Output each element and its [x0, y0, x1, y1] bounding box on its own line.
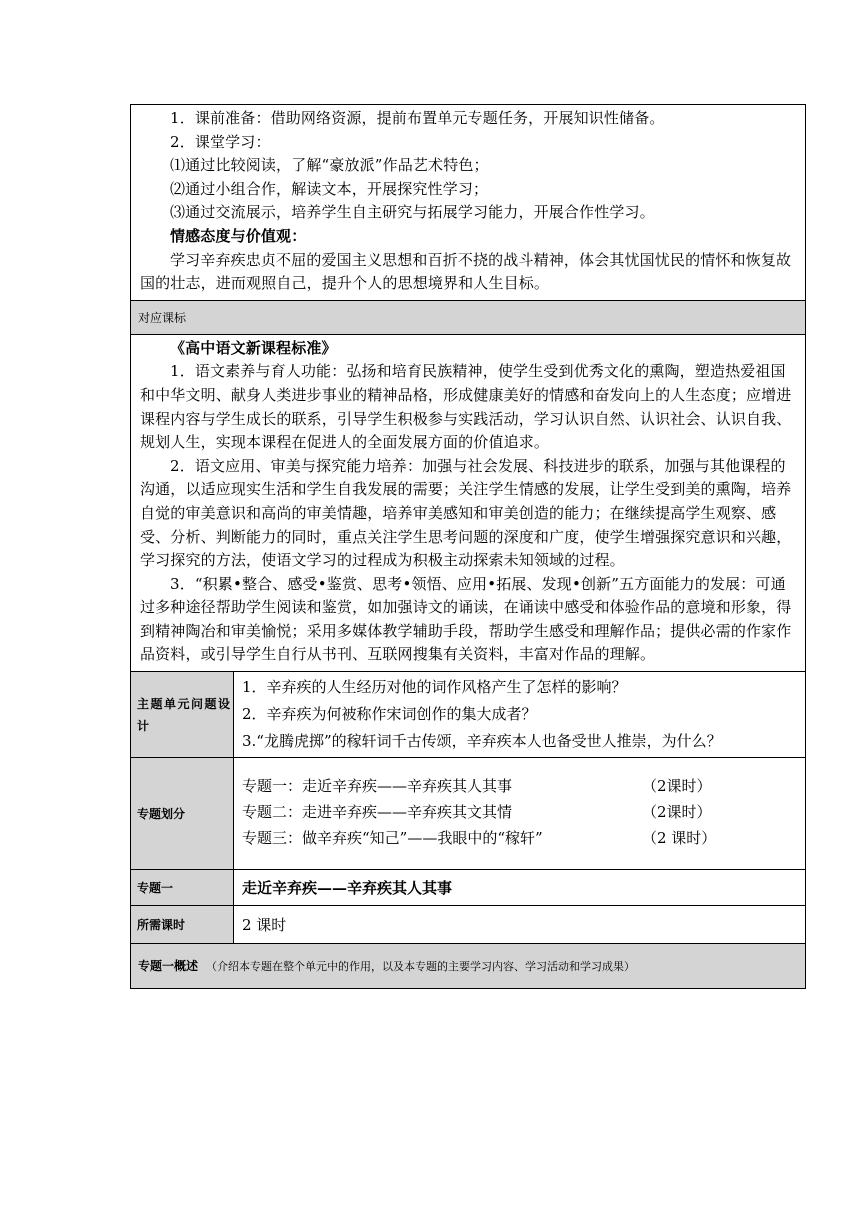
objective-item: ⑶通过交流展示，培养学生自主研究与拓展学习能力，开展合作性学习。	[170, 203, 655, 222]
summary-row	[131, 944, 805, 988]
emotion-heading: 情感态度与价值观：	[170, 226, 307, 245]
standards-heading: 《高中语文新课程标准》	[170, 338, 337, 357]
topic-title: 专题一：走近辛弃疾——辛弃疾其人其事	[242, 777, 513, 796]
topic-hours: （2课时）	[642, 777, 712, 796]
topics-label: 专题划分	[131, 758, 234, 869]
topic-hours: （2 课时）	[642, 829, 717, 848]
summary-label: 专题一概述	[138, 959, 199, 974]
problem-design-row	[131, 672, 805, 758]
hours-row	[131, 906, 805, 944]
standards-label: 对应课标	[131, 301, 805, 335]
standards-cell	[131, 335, 805, 672]
standards-paragraph: 1．语文素养与育人功能：弘扬和培育民族精神，使学生受到优秀文化的熏陶，塑造热爱祖国和中华文明、献身人类进步事业的精神品格，形成健康美好的情感和奋发向上的人生态度；应增进课程内容与学生成长的联系，引导学生积极参与实践活动，学习认识自然、认识社会、认识自我、规划人生，实现本课程在促进人的全面发展方面的价值追求。	[140, 362, 792, 452]
objective-item: 2．课堂学习：	[170, 132, 271, 151]
topic-title: 专题三：做辛弃疾“知己”——我眼中的“稼轩”	[242, 829, 543, 848]
lesson-plan-table	[130, 104, 806, 989]
question-item: 1．辛弃疾的人生经历对他的词作风格产生了怎样的影响？	[242, 678, 627, 697]
topic-one-row	[131, 870, 805, 906]
problem-design-content	[234, 672, 805, 757]
topic-hours: （2课时）	[642, 803, 712, 822]
hours-value: 2 课时	[242, 916, 287, 935]
question-item: 2．辛弃疾为何被称作宋词创作的集大成者？	[242, 705, 537, 724]
topic-one-label: 专题一	[131, 870, 234, 905]
hours-label: 所需课时	[131, 906, 234, 943]
topics-content	[234, 758, 805, 869]
standards-paragraph: 3．“积累•整合、感受•鉴赏、思考•领悟、应用•拓展、发现•创新”五方面能力的发展：可通过多种途径帮助学生阅读和鉴赏，如加强诗文的诵读，在诵读中感受和体验作品的意境和形象，得到精神陶冶和审美愉悦；采用多媒体教学辅助手段，帮助学生感受和理解作品；提供必需的作家作品资料，或引导学生自行从书刊、互联网搜集有关资料，丰富对作品的理解。	[140, 574, 792, 664]
summary-note: （介绍本专题在整个单元中的作用，以及本专题的主要学习内容、学习活动和学习成果）	[206, 960, 636, 974]
topic-item	[242, 825, 797, 851]
topic-item	[242, 799, 797, 825]
objective-item: ⑴通过比较阅读，了解“豪放派”作品艺术特色；	[170, 156, 489, 175]
emotion-text: 学习辛弃疾忠贞不屈的爱国主义思想和百折不挠的战斗精神，体会其忧国忧民的情怀和恢复故国的壮志，进而观照自己，提升个人的思想境界和人生目标。	[140, 250, 792, 293]
objective-item: ⑵通过小组合作，解读文本，开展探究性学习；	[170, 179, 489, 198]
standards-paragraph: 2．语文应用、审美与探究能力培养：加强与社会发展、科技进步的联系，加强与其他课程的沟通，以适应现实生活和学生自我发展的需要；关注学生情感的发展，让学生受到美的熏陶，培养自觉的审美意识和高尚的审美情趣，培养审美感知和审美创造的能力；在继续提高学生观察、感受、分析、判断能力的同时，重点关注学生思考问题的深度和广度，使学生增强探究意识和兴趣，学习探究的方法，使语文学习的过程成为积极主动探索未知领域的过程。	[140, 456, 792, 570]
topics-row	[131, 758, 805, 870]
topic-one-value: 走近辛弃疾——辛弃疾其人其事	[242, 879, 453, 898]
objective-item: 1．课前准备：借助网络资源，提前布置单元专题任务，开展知识性储备。	[170, 109, 665, 127]
topic-title: 专题二：走进辛弃疾——辛弃疾其文其情	[242, 803, 513, 822]
objectives-cell	[131, 105, 805, 301]
problem-design-label: 主题单元问题设计	[131, 672, 234, 757]
topic-item	[242, 773, 797, 799]
question-item: 3.“龙腾虎掷”的稼轩词千古传颂，辛弃疾本人也备受世人推崇，为什么？	[242, 732, 722, 751]
